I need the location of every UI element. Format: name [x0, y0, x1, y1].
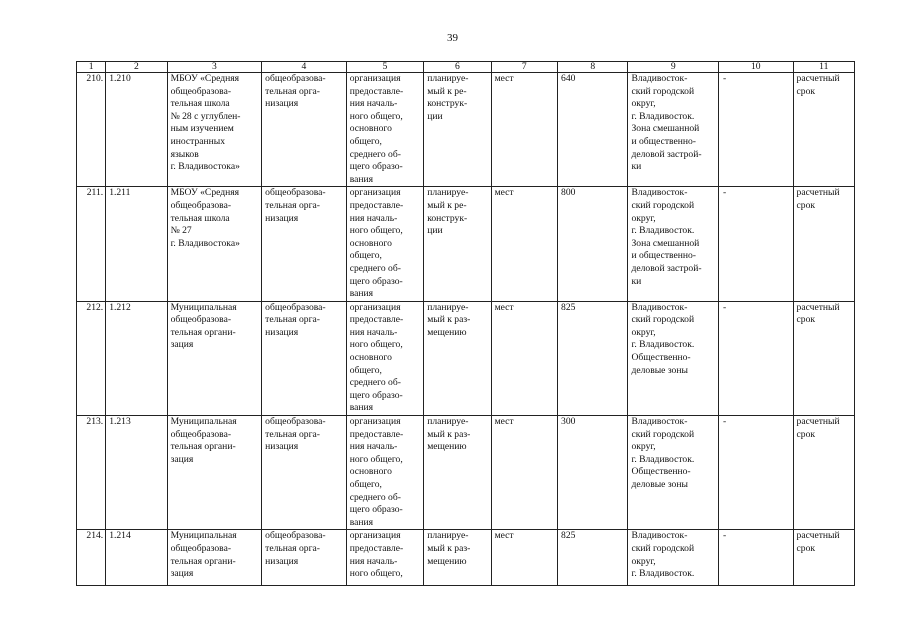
column-10-cell: -	[719, 416, 793, 530]
location-line: округ,	[631, 441, 656, 453]
column-10-cell: -	[719, 530, 793, 586]
purpose-line: организация	[349, 530, 401, 542]
term-line: расчетный	[796, 530, 840, 542]
status-line: планируе-	[427, 187, 469, 199]
term-cell	[793, 73, 854, 187]
capacity-cell: 640	[558, 73, 628, 187]
object-name-line: общеобразова-	[170, 85, 232, 97]
purpose-cell	[346, 530, 423, 586]
object-name-line: тельная школа	[170, 98, 230, 110]
object-type-cell	[262, 187, 347, 301]
object-name-cell	[167, 530, 262, 586]
purpose-cell	[346, 301, 423, 415]
header-cell: 2	[106, 62, 167, 73]
term-line: расчетный	[796, 301, 840, 313]
purpose-line: щего образо-	[349, 389, 403, 401]
object-name-line: зация	[170, 453, 194, 465]
purpose-line: основного	[349, 352, 392, 364]
term-line: срок	[796, 314, 816, 326]
header-cell: 11	[793, 62, 854, 73]
location-line: и общественно-	[631, 135, 697, 147]
row-number-cell: 214.	[77, 530, 106, 586]
location-line: округ,	[631, 212, 656, 224]
status-cell	[424, 187, 491, 301]
status-line: планируе-	[427, 73, 469, 84]
purpose-line: общего,	[349, 250, 382, 262]
objects-table	[76, 61, 855, 586]
table-row	[77, 416, 855, 530]
row-number-cell: 210.	[77, 73, 106, 187]
term-line: расчетный	[796, 73, 840, 84]
object-type-line: тельная орга-	[265, 199, 320, 211]
header-cell: 4	[262, 62, 347, 73]
term-line: расчетный	[796, 416, 840, 428]
purpose-line: ния началь-	[349, 555, 398, 567]
object-type-line: тельная орга-	[265, 314, 320, 326]
object-type-line: низация	[265, 555, 299, 567]
purpose-line: предоставле-	[349, 85, 404, 97]
object-name-line: общеобразова-	[170, 314, 232, 326]
purpose-line: щего образо-	[349, 504, 403, 516]
location-line: г. Владивосток.	[631, 453, 695, 465]
status-cell	[424, 530, 491, 586]
object-type-line: общеобразова-	[265, 530, 326, 542]
object-name-line: тельная органи-	[170, 326, 236, 338]
location-line: Зона смешанной	[631, 123, 700, 135]
object-name-line: общеобразова-	[170, 428, 232, 440]
object-name-line: г. Владивостока»	[170, 237, 240, 249]
object-name-line: № 28 с углублен-	[170, 110, 241, 122]
purpose-line: среднего об-	[349, 262, 401, 274]
purpose-line: организация	[349, 73, 401, 84]
location-line: Владивосток-	[631, 187, 688, 199]
purpose-line: ного общего,	[349, 110, 403, 122]
status-line: мый к раз-	[427, 428, 471, 440]
header-cell: 10	[719, 62, 793, 73]
table-row	[77, 187, 855, 301]
code-cell: 1.214	[106, 530, 167, 586]
row-number-cell: 211.	[77, 187, 106, 301]
purpose-line: вания	[349, 516, 374, 528]
purpose-line: основного	[349, 466, 392, 478]
status-line: планируе-	[427, 530, 469, 542]
object-name-line: Муниципальная	[170, 416, 237, 428]
table-row	[77, 73, 855, 187]
status-line: мещению	[427, 441, 467, 453]
term-line: срок	[796, 428, 816, 440]
status-line: конструк-	[427, 98, 468, 110]
header-cell: 6	[424, 62, 491, 73]
purpose-line: вания	[349, 288, 374, 300]
location-cell	[628, 73, 719, 187]
unit-cell: мест	[491, 416, 557, 530]
code-cell: 1.213	[106, 416, 167, 530]
object-name-line: тельная органи-	[170, 441, 236, 453]
object-type-line: общеобразова-	[265, 416, 326, 428]
column-10-cell: -	[719, 301, 793, 415]
purpose-line: предоставле-	[349, 199, 404, 211]
object-type-line: низация	[265, 212, 299, 224]
code-cell: 1.211	[106, 187, 167, 301]
purpose-line: щего образо-	[349, 161, 403, 173]
column-10-cell: -	[719, 187, 793, 301]
purpose-line: предоставле-	[349, 542, 404, 554]
object-name-line: г. Владивостока»	[170, 161, 240, 173]
status-cell	[424, 416, 491, 530]
object-type-line: низация	[265, 326, 299, 338]
purpose-cell	[346, 73, 423, 187]
capacity-cell: 300	[558, 416, 628, 530]
purpose-cell	[346, 416, 423, 530]
location-line: Зона смешанной	[631, 237, 700, 249]
term-cell	[793, 301, 854, 415]
header-cell: 9	[628, 62, 719, 73]
header-row	[77, 62, 855, 73]
object-name-cell	[167, 73, 262, 187]
object-type-line: общеобразова-	[265, 73, 326, 84]
object-name-line: языков	[170, 148, 199, 160]
purpose-line: ния началь-	[349, 326, 398, 338]
object-type-cell	[262, 301, 347, 415]
purpose-line: ния началь-	[349, 212, 398, 224]
location-line: Владивосток-	[631, 530, 688, 542]
purpose-line: организация	[349, 187, 401, 199]
object-type-line: низация	[265, 98, 299, 110]
object-type-line: тельная орга-	[265, 85, 320, 97]
object-name-line: иностранных	[170, 135, 226, 147]
term-line: срок	[796, 199, 816, 211]
object-name-line: МБОУ «Средняя	[170, 73, 240, 84]
location-line: г. Владивосток.	[631, 225, 695, 237]
purpose-line: среднего об-	[349, 491, 401, 503]
location-line: Владивосток-	[631, 416, 688, 428]
location-line: ский городской	[631, 428, 695, 440]
purpose-line: организация	[349, 416, 401, 428]
object-type-cell	[262, 416, 347, 530]
purpose-line: щего образо-	[349, 275, 403, 287]
status-line: мещению	[427, 326, 467, 338]
purpose-line: ного общего,	[349, 453, 403, 465]
location-line: деловой застрой-	[631, 262, 702, 274]
location-line: деловой застрой-	[631, 148, 702, 160]
purpose-line: вания	[349, 173, 374, 185]
location-cell	[628, 416, 719, 530]
table-row	[77, 301, 855, 415]
capacity-cell: 825	[558, 530, 628, 586]
purpose-line: предоставле-	[349, 428, 404, 440]
status-line: мый к ре-	[427, 85, 467, 97]
location-line: округ,	[631, 555, 656, 567]
capacity-cell: 825	[558, 301, 628, 415]
row-number-cell: 212.	[77, 301, 106, 415]
location-line: Владивосток-	[631, 301, 688, 313]
status-line: ции	[427, 225, 443, 237]
status-line: планируе-	[427, 301, 469, 313]
purpose-line: основного	[349, 237, 392, 249]
object-type-line: общеобразова-	[265, 301, 326, 313]
status-line: мый к раз-	[427, 314, 471, 326]
object-name-line: зация	[170, 339, 194, 351]
term-line: срок	[796, 542, 816, 554]
location-cell	[628, 301, 719, 415]
location-line: деловые зоны	[631, 364, 688, 376]
status-line: планируе-	[427, 416, 469, 428]
column-10-cell: -	[719, 73, 793, 187]
object-type-line: тельная орга-	[265, 542, 320, 554]
object-type-line: общеобразова-	[265, 187, 326, 199]
purpose-line: организация	[349, 301, 401, 313]
location-line: и общественно-	[631, 250, 697, 262]
object-name-line: общеобразова-	[170, 542, 232, 554]
code-cell: 1.210	[106, 73, 167, 187]
location-line: Владивосток-	[631, 73, 688, 84]
purpose-line: ного общего,	[349, 568, 403, 580]
purpose-line: ния началь-	[349, 441, 398, 453]
location-line: г. Владивосток.	[631, 110, 695, 122]
header-cell: 3	[167, 62, 262, 73]
location-line: округ,	[631, 326, 656, 338]
object-name-cell	[167, 187, 262, 301]
purpose-line: основного	[349, 123, 392, 135]
object-name-line: Муниципальная	[170, 301, 237, 313]
table-row	[77, 530, 855, 586]
object-name-line: тельная органи-	[170, 555, 236, 567]
status-line: мый к раз-	[427, 542, 471, 554]
object-name-line: зация	[170, 568, 194, 580]
location-line: ки	[631, 161, 642, 173]
page-number: 39	[447, 32, 458, 44]
object-name-line: ным изучением	[170, 123, 234, 135]
purpose-cell	[346, 187, 423, 301]
code-cell: 1.212	[106, 301, 167, 415]
status-line: конструк-	[427, 212, 468, 224]
purpose-line: ного общего,	[349, 225, 403, 237]
location-line: Общественно-	[631, 352, 691, 364]
unit-cell: мест	[491, 73, 557, 187]
object-name-line: общеобразова-	[170, 199, 232, 211]
purpose-line: среднего об-	[349, 377, 401, 389]
purpose-line: ния началь-	[349, 98, 398, 110]
term-cell	[793, 187, 854, 301]
status-line: ции	[427, 110, 443, 122]
header-cell: 5	[346, 62, 423, 73]
status-cell	[424, 73, 491, 187]
capacity-cell: 800	[558, 187, 628, 301]
unit-cell: мест	[491, 530, 557, 586]
unit-cell: мест	[491, 301, 557, 415]
location-cell	[628, 187, 719, 301]
location-line: Общественно-	[631, 466, 691, 478]
header-cell: 8	[558, 62, 628, 73]
status-line: мещению	[427, 555, 467, 567]
term-cell	[793, 530, 854, 586]
term-cell	[793, 416, 854, 530]
unit-cell: мест	[491, 187, 557, 301]
location-line: ки	[631, 275, 642, 287]
location-line: округ,	[631, 98, 656, 110]
object-name-line: № 27	[170, 225, 192, 237]
object-name-line: МБОУ «Средняя	[170, 187, 240, 199]
purpose-line: ного общего,	[349, 339, 403, 351]
object-type-cell	[262, 530, 347, 586]
status-line: мый к ре-	[427, 199, 467, 211]
purpose-line: общего,	[349, 364, 382, 376]
object-name-line: тельная школа	[170, 212, 230, 224]
location-line: деловые зоны	[631, 479, 688, 490]
location-line: г. Владивосток.	[631, 339, 695, 351]
object-type-line: тельная орга-	[265, 428, 320, 440]
object-name-cell	[167, 301, 262, 415]
object-name-cell	[167, 416, 262, 530]
object-type-cell	[262, 73, 347, 187]
object-type-line: низация	[265, 441, 299, 453]
row-number-cell: 213.	[77, 416, 106, 530]
purpose-line: вания	[349, 402, 374, 414]
header-cell: 7	[491, 62, 557, 73]
header-cell: 1	[77, 62, 106, 73]
location-line: ский городской	[631, 199, 695, 211]
location-line: г. Владивосток.	[631, 568, 695, 580]
location-line: ский городской	[631, 542, 695, 554]
purpose-line: среднего об-	[349, 148, 401, 160]
location-cell	[628, 530, 719, 586]
purpose-line: предоставле-	[349, 314, 404, 326]
location-line: ский городской	[631, 85, 695, 97]
purpose-line: общего,	[349, 479, 382, 490]
status-cell	[424, 301, 491, 415]
term-line: расчетный	[796, 187, 840, 199]
purpose-line: общего,	[349, 135, 382, 147]
term-line: срок	[796, 85, 816, 97]
object-name-line: Муниципальная	[170, 530, 237, 542]
location-line: ский городской	[631, 314, 695, 326]
